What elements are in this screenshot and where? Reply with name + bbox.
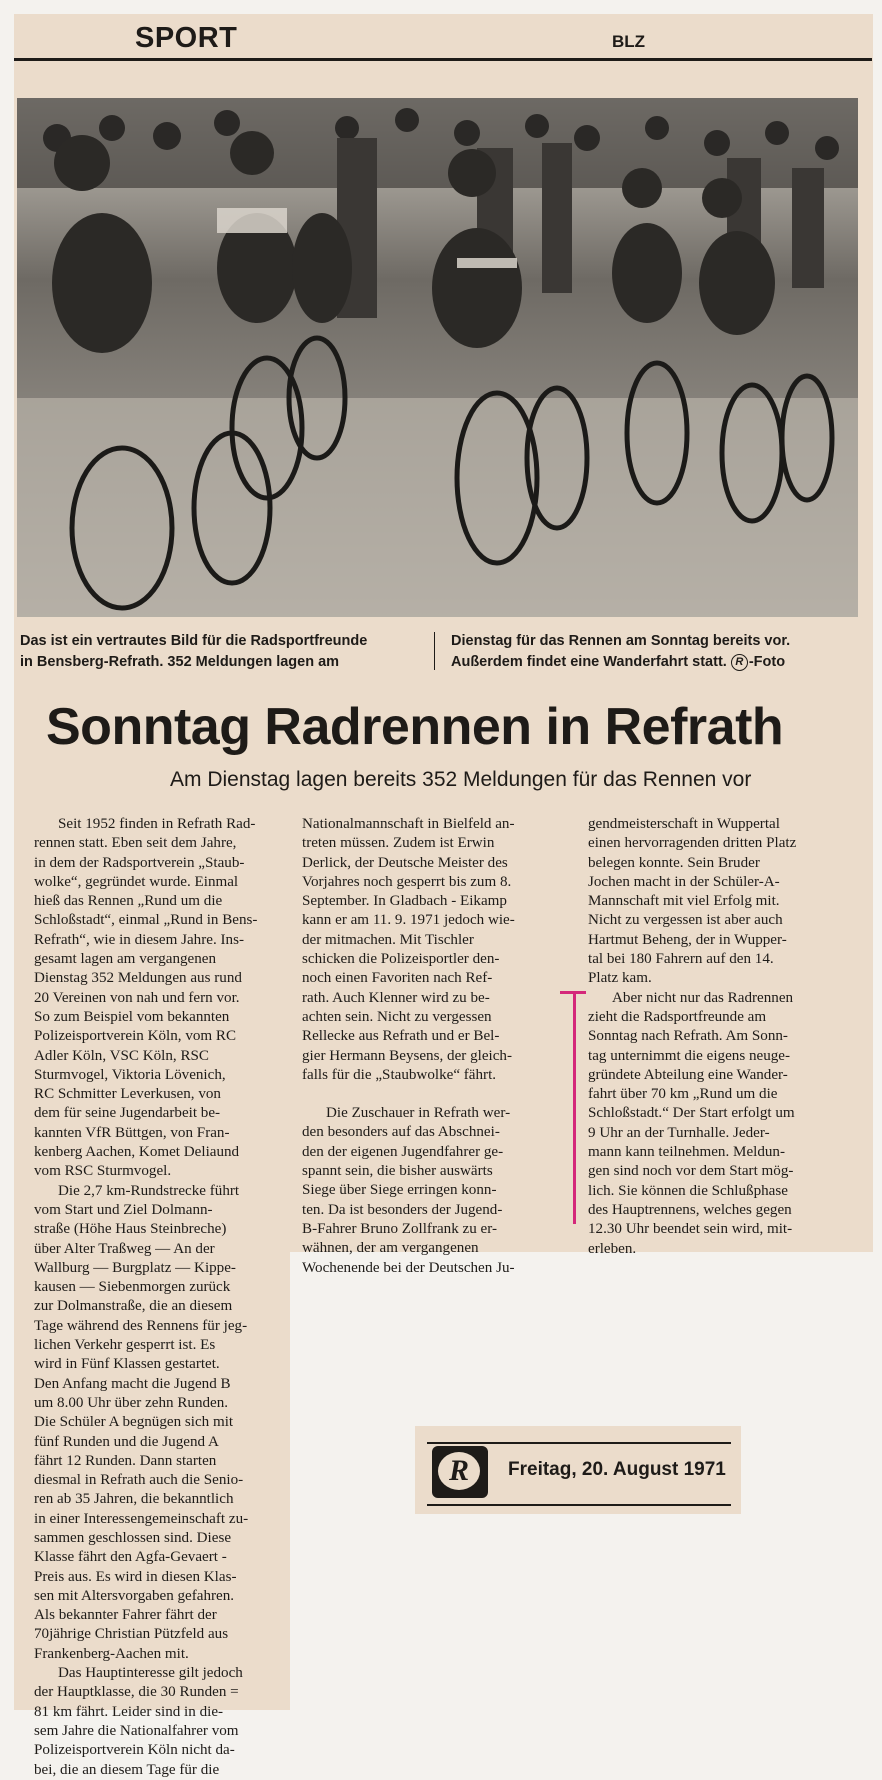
text-line: gier Hermann Beysens, der gleich- xyxy=(302,1047,512,1064)
text-line: einen hervorragenden dritten Platz xyxy=(588,835,797,852)
text-line: Klasse fährt den Agfa-Gevaert - xyxy=(34,1549,227,1566)
article-column-1 xyxy=(34,815,289,1780)
text-line: Mannschaft mit viel Erfolg mit. xyxy=(588,893,780,910)
text-line: ren ab 35 Jahren, die bekanntlich xyxy=(34,1491,234,1508)
text-line: Dienstag 352 Meldungen aus rund xyxy=(34,970,242,987)
text-line: vom RSC Sturmvogel. xyxy=(34,1163,172,1180)
text-line: September. In Gladbach - Eikamp xyxy=(302,893,507,910)
text-line: um 8.00 Uhr über zehn Runden. xyxy=(34,1394,229,1411)
text-line: 70jährige Christian Pützfeld aus xyxy=(34,1626,229,1643)
text-line: treten müssen. Zudem ist Erwin xyxy=(302,835,495,852)
text-line: Tage während des Rennens für jeg- xyxy=(34,1317,248,1334)
text-line: Polizeisportverein Köln nicht da- xyxy=(34,1742,235,1759)
text-line: Polizeisportverein Köln, vom RC xyxy=(34,1028,237,1045)
caption-right-line-2 xyxy=(451,652,790,673)
text-line: 12.30 Uhr beendet sein wird, mit- xyxy=(588,1221,793,1238)
text-line: Nicht zu vergessen ist aber auch xyxy=(588,912,783,929)
text-line: kausen — Siebenmorgen zurück xyxy=(34,1279,231,1296)
paper-name: BLZ xyxy=(612,32,646,51)
caption-left-line-1: Das ist ein vertrautes Bild für die Radsportfreunde xyxy=(20,633,368,649)
r-logo-letter: R xyxy=(438,1452,480,1490)
text-line: lichen Verkehr gesperrt ist. Es xyxy=(34,1337,216,1354)
text-line: noch einen Favoriten nach Ref- xyxy=(302,970,493,987)
text-line: vom Start und Ziel Dolmann- xyxy=(34,1201,213,1218)
article-headline: Sonntag Radrennen in Refrath xyxy=(46,698,784,756)
text-line: sen mit Altersvorgaben gefahren. xyxy=(34,1587,235,1604)
text-line: Preis aus. Es wird in diesen Klas- xyxy=(34,1568,237,1585)
text-line: schicken die Polizeisportler den- xyxy=(302,951,500,968)
header-divider xyxy=(14,58,872,61)
r-logo-icon: R xyxy=(731,654,748,671)
text-line: RC Schmitter Leverkusen, von xyxy=(34,1086,221,1103)
text-line: ten. Da ist besonders der Jugend- xyxy=(302,1201,503,1218)
text-line: 81 km fährt. Leider sind in die- xyxy=(34,1703,224,1720)
text-line: den besonders auf das Abschnei- xyxy=(302,1124,500,1141)
text-line: mann kann teilnehmen. Meldun- xyxy=(588,1144,786,1161)
text-line: Platz kam. xyxy=(588,970,652,987)
text-line: in dem der Radsportverein „Staub- xyxy=(34,854,245,871)
text-line: sem Jahre die Nationalfahrer vom xyxy=(34,1722,239,1739)
text-line: Refrath“, wie in diesem Jahre. Ins- xyxy=(34,931,244,948)
highlighter-mark-side xyxy=(573,991,576,1224)
r-logo-icon xyxy=(432,1446,488,1498)
text-line: Das Hauptinteresse gilt jedoch xyxy=(58,1665,243,1682)
text-line: Wochenende bei der Deutschen Ju- xyxy=(302,1259,515,1276)
text-line: spannt sein, die bisher auswärts xyxy=(302,1163,493,1180)
text-line: in einer Interessengemeinschaft zu- xyxy=(34,1510,249,1527)
text-line: Wallburg — Burgplatz — Kippe- xyxy=(34,1259,236,1276)
photo-image xyxy=(17,98,858,617)
text-line: Rellecke aus Refrath und er Bel- xyxy=(302,1028,500,1045)
text-line: fünf Runden und die Jugend A xyxy=(34,1433,219,1450)
text-line: des Hauptrennens, welches gegen xyxy=(588,1201,792,1218)
text-line: Die Zuschauer in Refrath wer- xyxy=(326,1105,511,1122)
text-line: kenberg Aachen, Komet Deliaund xyxy=(34,1144,240,1161)
photo-caption-left xyxy=(20,631,367,673)
text-line: 9 Uhr an der Turnhalle. Jeder- xyxy=(588,1124,770,1141)
text-line: achten sein. Nicht zu vergessen xyxy=(302,1008,492,1025)
text-line: Schloßstadt“, einmal „Rund in Bens- xyxy=(34,912,258,929)
text-line: rennen statt. Eben seit dem Jahre, xyxy=(34,835,237,852)
text-line: fährt 12 Runden. Dann starten xyxy=(34,1452,217,1469)
text-line: Den Anfang macht die Jugend B xyxy=(34,1375,231,1392)
text-line: falls für die „Staubwolke“ fährt. xyxy=(302,1066,497,1083)
text-line: Siege über Siege erringen konn- xyxy=(302,1182,497,1199)
text-line: straße (Höhe Haus Steinbreche) xyxy=(34,1221,227,1238)
caption-photo-credit: -Foto xyxy=(748,654,786,670)
text-line: gründete Abteilung eine Wander- xyxy=(588,1066,788,1083)
text-line: Jochen macht in der Schüler-A- xyxy=(588,873,780,890)
text-line: wird in Fünf Klassen gestartet. xyxy=(34,1356,220,1373)
text-line: kann er am 11. 9. 1971 jedoch wie- xyxy=(302,912,515,929)
text-line: So zum Beispiel vom bekannten xyxy=(34,1008,230,1025)
publication-date: Freitag, 20. August 1971 xyxy=(508,1459,726,1480)
text-line: Frankenberg-Aachen mit. xyxy=(34,1645,189,1662)
text-line: Aber nicht nur das Radrennen xyxy=(612,989,794,1006)
text-line: gendmeisterschaft in Wuppertal xyxy=(588,816,780,832)
text-line: der mitmachen. Mit Tischler xyxy=(302,931,474,948)
text-line: den der eigenen Jugendfahrer ge- xyxy=(302,1143,504,1160)
photo-caption-right xyxy=(451,631,790,673)
text-line: zieht die Radsportfreunde am xyxy=(588,1008,767,1025)
text-line: hieß das Rennen „Rund um die xyxy=(34,893,223,910)
text-line: rath. Auch Klenner wird zu be- xyxy=(302,989,490,1006)
text-line: diesmal in Refrath auch die Senio- xyxy=(34,1472,244,1489)
text-line: wähnen, der am vergangenen xyxy=(302,1240,479,1257)
text-line: tal bei 180 Fahrern auf den 14. xyxy=(588,951,774,968)
text-line: Sturmvogel, Viktoria Lövenich, xyxy=(34,1066,226,1083)
text-line: über Alter Traßweg — An der xyxy=(34,1240,215,1257)
text-line: Adler Köln, VSC Köln, RSC xyxy=(34,1047,210,1064)
article-column-2 xyxy=(302,815,562,1278)
text-line: erleben. xyxy=(588,1240,637,1257)
text-line: Die Schüler A begnügen sich mit xyxy=(34,1414,234,1431)
text-line: Vorjahres noch gesperrt bis zum 8. xyxy=(302,873,512,890)
text-line: Seit 1952 finden in Refrath Rad- xyxy=(58,816,256,832)
text-line: lich. Sie können die Schlußphase xyxy=(588,1182,788,1199)
caption-right-text: Außerdem findet eine Wanderfahrt statt. xyxy=(451,654,727,670)
text-line: Nationalmannschaft in Bielfeld an- xyxy=(302,816,515,832)
text-line: dem für seine Jugendarbeit be- xyxy=(34,1105,221,1122)
text-line: der Hauptklasse, die 30 Runden = xyxy=(34,1684,239,1701)
caption-divider xyxy=(434,632,435,670)
text-line: wolke“, gegründet wurde. Einmal xyxy=(34,873,239,890)
text-line: Als bekannter Fahrer fährt der xyxy=(34,1607,217,1624)
text-line: gen sind noch vor dem Start mög- xyxy=(588,1163,794,1180)
text-line: tag unternimmt die eigens neuge- xyxy=(588,1047,791,1064)
text-line: sammen geschlossen sind. Diese xyxy=(34,1529,232,1546)
text-line: gesamt lagen am vergangenen xyxy=(34,951,217,968)
text-line: Sonntag nach Refrath. Am Sonn- xyxy=(588,1028,788,1045)
text-line: bei, die an diesem Tage für die xyxy=(34,1761,220,1778)
article-column-3 xyxy=(588,815,848,1259)
text-line: zur Dolmanstraße, die an diesem xyxy=(34,1298,233,1315)
text-line: Derlick, der Deutsche Meister des xyxy=(302,854,508,871)
cyclists-race-photo xyxy=(17,98,858,617)
text-line: Die 2,7 km-Rundstrecke führt xyxy=(58,1182,240,1199)
text-line: Hartmut Beheng, der in Wupper- xyxy=(588,931,787,948)
text-line: Schloßstadt.“ Der Start erfolgt um xyxy=(588,1105,795,1122)
text-line: belegen konnte. Sein Bruder xyxy=(588,854,760,871)
section-title: SPORT xyxy=(135,22,238,54)
text-line: kannten VfR Büttgen, von Fran- xyxy=(34,1124,230,1141)
article-subheadline: Am Dienstag lagen bereits 352 Meldungen für das Rennen vor xyxy=(170,768,752,791)
caption-right-line-1: Dienstag für das Rennen am Sonntag bereits vor. xyxy=(451,633,791,649)
text-line: fahrt über 70 km „Rund um die xyxy=(588,1086,778,1103)
text-line: 20 Vereinen von nah und fern vor. xyxy=(34,989,240,1006)
text-line: B-Fahrer Bruno Zollfrank zu er- xyxy=(302,1220,498,1237)
caption-left-line-2: in Bensberg-Refrath. 352 Meldungen lagen am xyxy=(20,654,340,670)
